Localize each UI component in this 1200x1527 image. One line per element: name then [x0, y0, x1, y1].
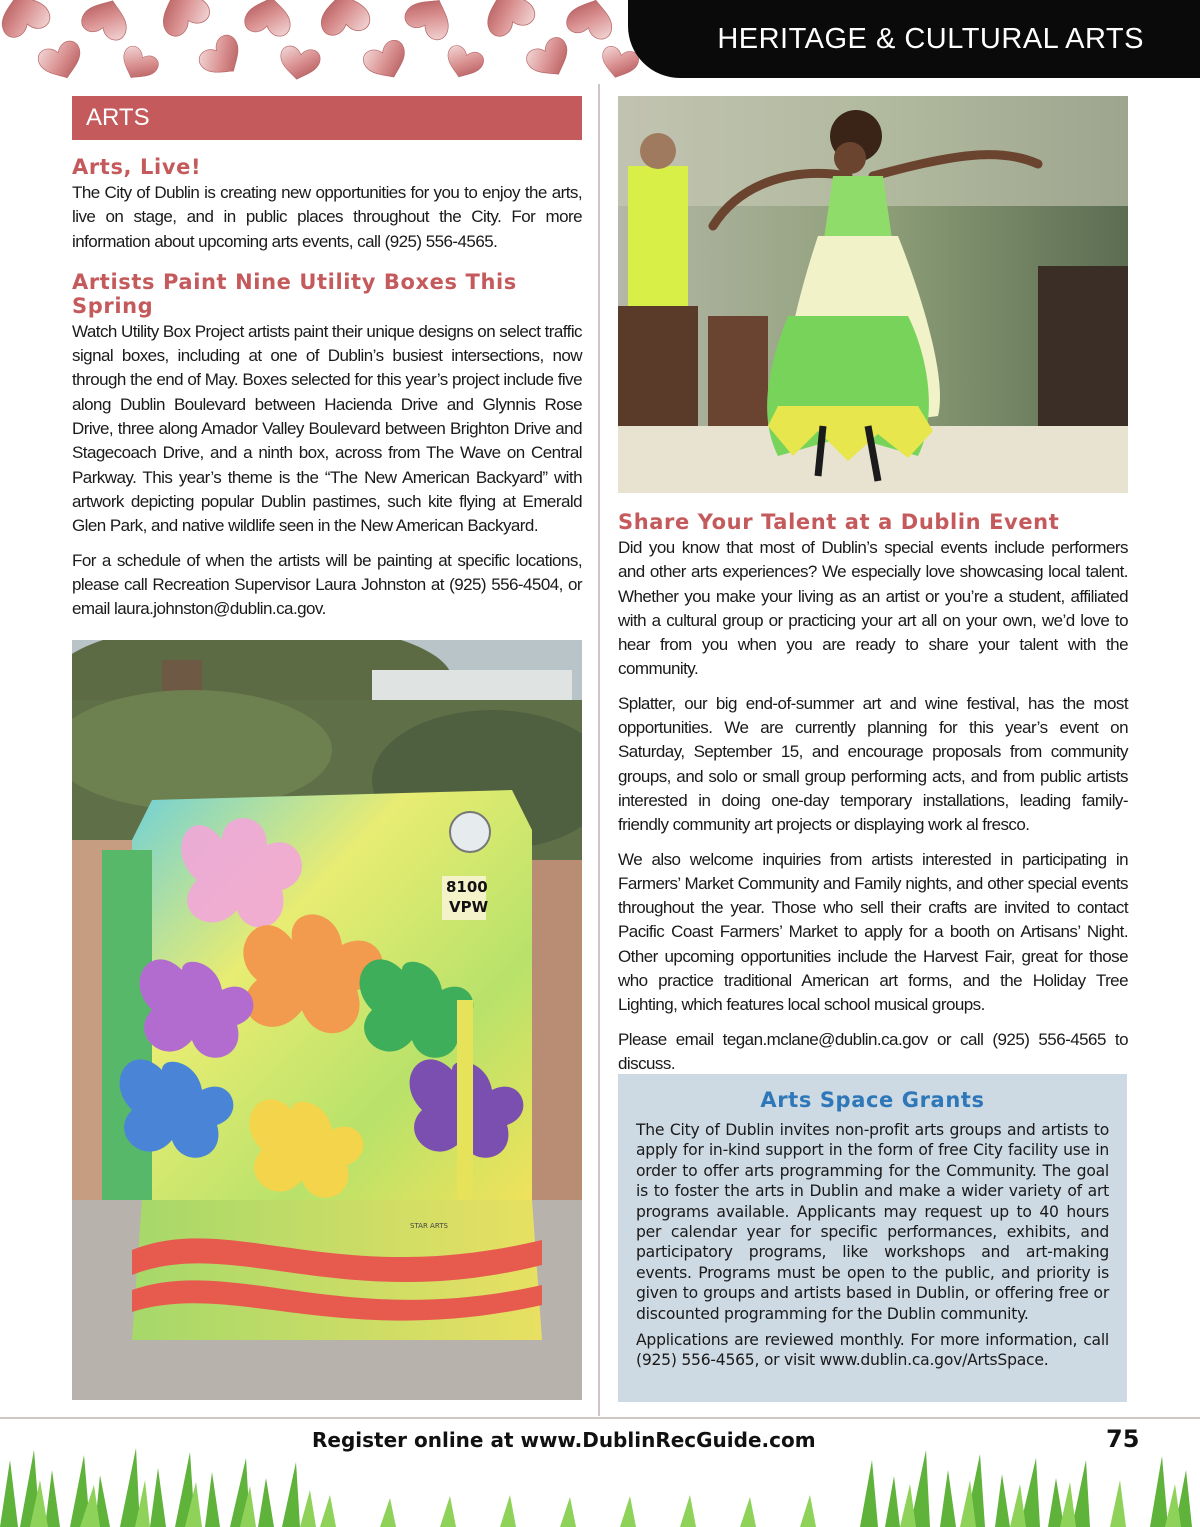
arts-space-grants-heading: Arts Space Grants — [760, 1088, 985, 1112]
box-label-line2: VPW — [449, 898, 489, 916]
share-talent-body-2: Splatter, our big end-of-summer art and wine festival, has the most opportunities. We are currently planning for this year’s event on Saturday, September 15, and encourage proposals from community groups, and solo or small group performing acts, and from public artists interested in doing one-day temporary installations, leading family-friendly community art projects or displaying work al fresco. — [618, 693, 1128, 835]
decorative-heart-pattern — [0, 0, 720, 80]
footer-divider — [0, 1417, 1200, 1419]
utility-box-photo — [72, 640, 582, 1400]
right-column — [618, 510, 1128, 1086]
utility-boxes-body-1: Watch Utility Box Project artists paint their unique designs on select traffic signal boxes, including at one of Dublin’s busiest intersections, now through the end of May. Boxes selected for this year’s project include five along Dublin Boulevard between Hacienda Drive and Glynnis Rose Drive, three along Amador Valley Boulevard between Brighton Drive and Stagecoach Drive, and a ninth box, across from The Wave on Central Parkway. This year’s theme is the “The New American Backyard” with artwork depicting popular Dublin pastimes, such kite flying at Emerald Glen Park, and native wildlife seen in the New American Backyard. — [72, 321, 582, 536]
column-divider — [598, 84, 600, 1416]
dancer-photo — [618, 96, 1128, 493]
arts-space-grants-body-2: Applications are reviewed monthly. For more information, call (925) 556-4565, or visit www.dublin.ca.gov/ArtsSpace. — [636, 1331, 1109, 1370]
arts-space-grants-body-1: The City of Dublin invites non-profit arts groups and artists to apply for in-kind support in the form of free City facility use in order to offer arts programming for the Community. The goal is to foster the arts in Dublin and make a wider variety of art programs available. Applicants may request up to 40 hours per calendar year for specific performances, exhibits, and participatory programs, like workshops and art-making events. Programs must be open to the public, and priority is given to groups and artists based in Dublin, or offering free or discounted programming for the Dublin community. — [636, 1121, 1109, 1323]
page-number: 75 — [1106, 1425, 1140, 1453]
share-talent-body-4: Please email tegan.mclane@dublin.ca.gov or call (925) 556-4565 to discuss. — [618, 1029, 1128, 1073]
heart-pattern-graphic — [0, 0, 720, 80]
share-talent-body-3: We also welcome inquiries from artists interested in participating in Farmers’ Market Community and Family nights, and other special events throughout the year. Those who sell their crafts are invited to contact Pacific Coast Farmers’ Market to apply for a booth on Artisans’ Night. Other upcoming opportunities include the Harvest Fair, great for those who practice traditional American art forms, and the Holiday Tree Lighting, which features local school musical groups. — [618, 849, 1128, 1015]
share-talent-heading: Share Your Talent at a Dublin Event — [618, 510, 1060, 534]
left-column — [72, 155, 582, 631]
utility-box-illustration — [72, 640, 582, 1400]
star-arts-sticker: STAR ARTS — [410, 1222, 448, 1230]
dancer-illustration — [618, 96, 1128, 493]
arts-section-bar — [72, 96, 582, 140]
arts-section-title: ARTS — [86, 104, 150, 131]
section-header-title: HERITAGE & CULTURAL ARTS — [717, 22, 1144, 55]
arts-live-body: The City of Dublin is creating new opportunities for you to enjoy the arts, live on stage, and in public places throughout the City. For more information about upcoming arts events, call (925) 556-4565. — [72, 183, 582, 251]
utility-boxes-heading: Artists Paint Nine Utility Boxes This Spring — [72, 269, 517, 318]
arts-live-heading: Arts, Live! — [72, 155, 202, 179]
register-online-text: Register online at www.DublinRecGuide.com — [312, 1428, 816, 1452]
utility-boxes-body-2: For a schedule of when the artists will be painting at specific locations, please call Recreation Supervisor Laura Johnston at (925) 556-4504, or email laura.johnston@dublin.ca.gov. — [72, 550, 582, 619]
share-talent-body-1: Did you know that most of Dublin’s special events include performers and other arts experiences? We especially love showcasing local talent. Whether you make your living as an artist or you’re a student, affiliated with a cultural group or practicing your art all on your own, we’d love to hear from you when you are ready to share your talent with the community. — [618, 538, 1128, 679]
arts-space-grants-box — [618, 1074, 1127, 1402]
grass-decoration — [0, 1440, 1200, 1527]
box-label-line1: 8100 — [446, 878, 488, 896]
section-header-tab — [628, 0, 1200, 78]
